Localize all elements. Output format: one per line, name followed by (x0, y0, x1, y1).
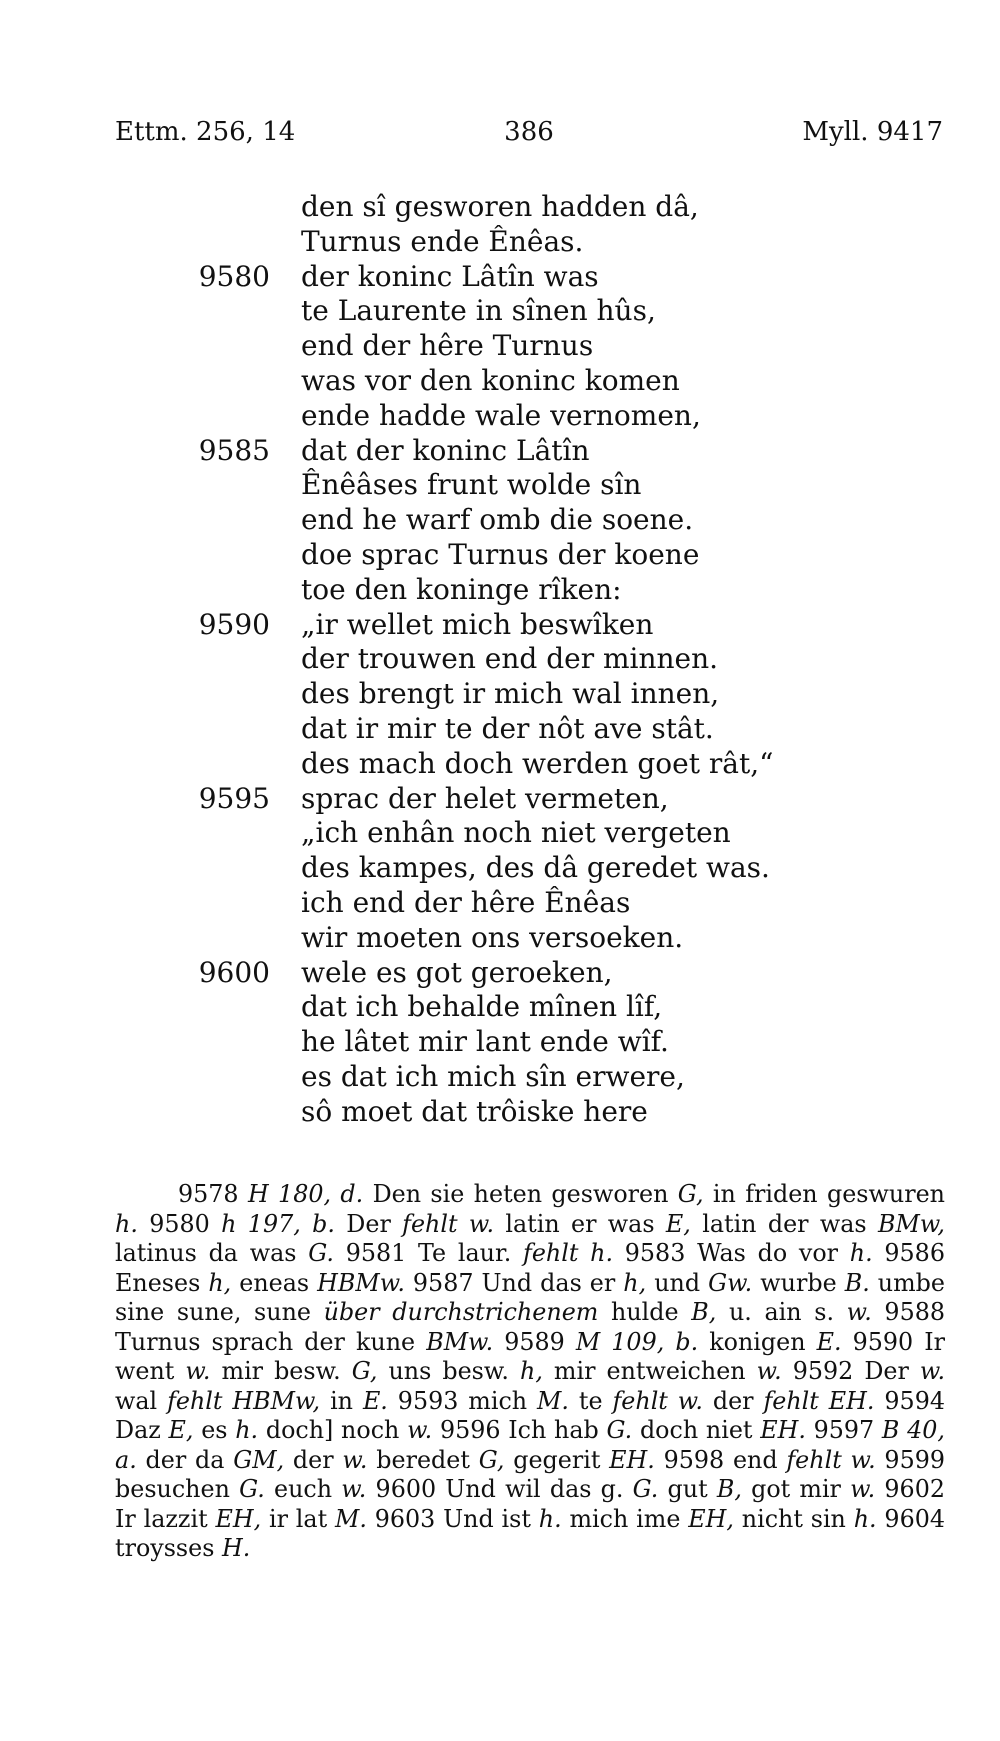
apparatus-siglum: fehlt w. (402, 1209, 495, 1238)
apparatus-text: latin der was (690, 1209, 878, 1238)
apparatus-siglum: G. (308, 1239, 334, 1267)
apparatus-text: 9588 Turnus sprach der kune (115, 1298, 945, 1356)
apparatus-text: in friden geswuren (703, 1180, 945, 1208)
apparatus-text: 9589 (493, 1327, 576, 1356)
apparatus-text: 9586 Eneses (115, 1239, 945, 1297)
apparatus-siglum: h. (235, 1416, 259, 1444)
verse-number: 9590 (198, 607, 270, 641)
verse-line (190, 434, 890, 469)
apparatus-siglum: w. (846, 1298, 872, 1326)
header-left-reference: Ettm. 256, 14 (115, 117, 296, 147)
apparatus-siglum: M. (537, 1386, 569, 1415)
verse-text: doe sprac Turnus der koene (301, 537, 700, 571)
apparatus-text: nicht sin (733, 1504, 854, 1533)
apparatus-siglum: GM, (233, 1445, 285, 1474)
apparatus-text: mir besw. (210, 1357, 352, 1385)
apparatus-text: Der (334, 1209, 403, 1238)
apparatus-paragraph (115, 1180, 945, 1564)
apparatus-text: 9597 (805, 1416, 882, 1444)
apparatus-text: 9593 mich (387, 1386, 538, 1415)
verse-line (190, 886, 890, 921)
verse-text: toe den koninge rîken: (301, 572, 622, 606)
verse-text: end der hêre Turnus (301, 329, 594, 363)
apparatus-siglum: h, (208, 1268, 232, 1297)
verse-text: end he warf omb die soene. (301, 503, 694, 537)
apparatus-siglum: h, (520, 1357, 543, 1385)
apparatus-siglum: EH. (609, 1445, 655, 1474)
apparatus-text: latinus da was (115, 1239, 309, 1267)
apparatus-siglum: Gw. (708, 1268, 753, 1297)
verse-line (190, 782, 890, 817)
verse-line (190, 712, 890, 747)
apparatus-text: doch] noch (258, 1416, 408, 1444)
apparatus-text: ir lat (261, 1504, 335, 1533)
apparatus-siglum: h. (538, 1504, 562, 1533)
apparatus-siglum: G, (351, 1357, 378, 1385)
apparatus-siglum: B 40, a. (115, 1416, 945, 1474)
apparatus-text: gut (658, 1475, 717, 1503)
apparatus-siglum: G. (239, 1475, 265, 1503)
apparatus-text: 9602 Ir lazzit (115, 1475, 945, 1533)
verse-number: 9580 (198, 259, 270, 293)
verse-text: dat ich behalde mînen lîf, (301, 990, 663, 1024)
apparatus-siglum: h. (849, 1239, 873, 1267)
verse-line (190, 608, 890, 643)
apparatus-siglum: H 180, d. (247, 1180, 364, 1208)
apparatus-siglum: G. (606, 1416, 633, 1444)
apparatus-text: te (568, 1386, 613, 1415)
verse-line (190, 364, 890, 399)
apparatus-text: euch (264, 1475, 342, 1503)
apparatus-text: 9592 Der (781, 1357, 920, 1385)
verse-line (190, 468, 890, 503)
apparatus-text: es (193, 1416, 236, 1444)
apparatus-text: 9594 Daz (115, 1386, 945, 1444)
apparatus-text: konigen (698, 1327, 817, 1356)
apparatus-siglum: w. (341, 1475, 367, 1503)
apparatus-siglum: B. (844, 1268, 870, 1297)
verse-text: sô moet dat trôiske here (301, 1094, 648, 1128)
apparatus-text: u. ain s. (716, 1298, 847, 1326)
verse-line (190, 956, 890, 991)
apparatus-text: 9596 Ich hab (432, 1416, 607, 1444)
verse-line (190, 294, 890, 329)
apparatus-text: in (320, 1386, 363, 1415)
page-number: 386 (504, 117, 554, 147)
apparatus-siglum: BMw. (426, 1327, 494, 1356)
apparatus-text: der (284, 1445, 343, 1474)
verse-text: Ênêâses frunt wolde sîn (301, 468, 642, 502)
apparatus-text: wurbe (752, 1268, 845, 1297)
apparatus-siglum: B, (716, 1475, 742, 1503)
apparatus-siglum: w. (342, 1445, 368, 1474)
verse-block (190, 190, 890, 1130)
verse-text: wir moeten ons versoeken. (301, 920, 684, 954)
apparatus-siglum: w. (850, 1475, 876, 1503)
apparatus-text: umbe sine sune, sune (115, 1268, 945, 1326)
apparatus-siglum: fehlt h. (523, 1239, 614, 1267)
apparatus-siglum: w. (756, 1357, 782, 1385)
verse-text: „ir wellet mich beswîken (301, 607, 654, 641)
apparatus-siglum: EH, (215, 1504, 262, 1533)
apparatus-text: Den sie heten gesworen (363, 1180, 678, 1208)
apparatus-siglum: fehlt w. (786, 1445, 876, 1474)
apparatus-siglum: EH. (760, 1416, 806, 1444)
apparatus-text: 9587 Und das er (404, 1268, 624, 1297)
apparatus-siglum: E, (168, 1416, 194, 1444)
verse-line (190, 642, 890, 677)
apparatus-text: 9603 Und ist (366, 1504, 539, 1533)
verse-line (190, 190, 890, 225)
verse-text: des mach doch werden goet rât,“ (301, 746, 774, 780)
verse-text: den sî gesworen hadden dâ, (301, 190, 699, 223)
apparatus-text: wal (115, 1386, 168, 1415)
verse-line (190, 747, 890, 782)
apparatus-text: 9578 (178, 1180, 248, 1208)
apparatus-siglum: B, (691, 1298, 717, 1326)
running-head (115, 112, 943, 152)
apparatus-text: 9598 end (654, 1445, 787, 1474)
verse-number: 9585 (198, 433, 270, 467)
apparatus-siglum: h. (853, 1504, 877, 1533)
verse-text: dat ir mir te der nôt ave stât. (301, 711, 714, 745)
verse-line (190, 573, 890, 608)
verse-line (190, 851, 890, 886)
verse-text: ende hadde wale vernomen, (301, 398, 701, 432)
apparatus-siglum: über durchstrichenem (323, 1298, 599, 1326)
apparatus-text: 9581 Te laur. (333, 1239, 524, 1267)
apparatus-siglum: G, (677, 1180, 704, 1208)
apparatus-siglum: w. (185, 1357, 211, 1385)
verse-line (190, 1025, 890, 1060)
verse-line (190, 921, 890, 956)
verse-number: 9600 (198, 955, 270, 989)
critical-apparatus (115, 1180, 945, 1564)
apparatus-siglum: h. (115, 1209, 138, 1238)
verse-text: ich end der hêre Ênêas (301, 885, 631, 919)
verse-text: „ich enhân noch niet vergeten (301, 816, 731, 850)
apparatus-text: 9580 (137, 1209, 222, 1238)
apparatus-text: 9583 Was do vor (613, 1239, 850, 1267)
apparatus-siglum: h 197, b. (221, 1209, 335, 1238)
apparatus-siglum: EH, (688, 1504, 734, 1533)
apparatus-siglum: BMw, (878, 1209, 945, 1238)
apparatus-siglum: h, (623, 1268, 647, 1297)
verse-text: der koninc Lâtîn was (301, 259, 599, 293)
apparatus-text: mich ime (561, 1504, 689, 1533)
verse-line (190, 538, 890, 573)
apparatus-siglum: E, (665, 1209, 691, 1238)
verse-text: he lâtet mir lant ende wîf. (301, 1025, 669, 1059)
verse-line (190, 503, 890, 538)
verse-line (190, 1060, 890, 1095)
apparatus-text: hulde (598, 1298, 692, 1326)
apparatus-siglum: w. (919, 1357, 946, 1385)
verse-line (190, 816, 890, 851)
verse-line (190, 399, 890, 434)
apparatus-text: gegerit (504, 1445, 610, 1474)
apparatus-text: got mir (741, 1475, 851, 1503)
verse-text: der trouwen end der minnen. (301, 642, 719, 676)
apparatus-text: uns besw. (377, 1357, 521, 1385)
apparatus-siglum: fehlt EH. (763, 1386, 875, 1415)
apparatus-text: der (702, 1386, 764, 1415)
apparatus-siglum: M 109, b. (575, 1327, 699, 1356)
apparatus-siglum: w. (407, 1416, 433, 1444)
verse-text: des brengt ir mich wal innen, (301, 677, 720, 711)
apparatus-siglum: E. (362, 1386, 388, 1415)
verse-line (190, 677, 890, 712)
apparatus-text: beredet (367, 1445, 479, 1474)
verse-number: 9595 (198, 781, 270, 815)
apparatus-text: doch niet (632, 1416, 761, 1444)
apparatus-text: 9590 Ir went (115, 1327, 945, 1385)
apparatus-siglum: HBMw. (317, 1268, 405, 1297)
verse-text: es dat ich mich sîn erwere, (301, 1059, 685, 1093)
verse-text: was vor den koninc komen (301, 363, 680, 397)
verse-line (190, 329, 890, 364)
apparatus-siglum: G. (632, 1475, 659, 1503)
apparatus-siglum: fehlt w. (612, 1386, 703, 1415)
verse-line (190, 225, 890, 260)
verse-text: sprac der helet vermeten, (301, 781, 669, 815)
apparatus-text: eneas (231, 1268, 318, 1297)
verse-line (190, 1095, 890, 1130)
header-right-reference: Myll. 9417 (802, 117, 943, 147)
apparatus-text: 9600 Und wil das g. (366, 1475, 633, 1503)
apparatus-text: 9599 besuchen (115, 1445, 945, 1503)
verse-line (190, 990, 890, 1025)
verse-line (190, 260, 890, 295)
apparatus-siglum: E. (816, 1327, 842, 1356)
apparatus-siglum: G, (478, 1445, 505, 1474)
apparatus-text: der da (136, 1445, 234, 1474)
apparatus-text: und (646, 1268, 709, 1297)
verse-text: wele es got geroeken, (301, 955, 613, 989)
verse-text: te Laurente in sînen hûs, (301, 294, 656, 328)
verse-text: des kampes, des dâ geredet was. (301, 851, 770, 885)
apparatus-siglum: H. (222, 1534, 251, 1562)
apparatus-text: 9604 troysses (115, 1504, 945, 1562)
apparatus-siglum: fehlt HBMw, (167, 1386, 321, 1415)
apparatus-text: mir entweichen (542, 1357, 757, 1385)
verse-text: Turnus ende Ênêas. (301, 224, 584, 258)
verse-text: dat der koninc Lâtîn (301, 433, 590, 467)
apparatus-siglum: M. (334, 1504, 367, 1533)
apparatus-text: latin er was (494, 1209, 666, 1238)
